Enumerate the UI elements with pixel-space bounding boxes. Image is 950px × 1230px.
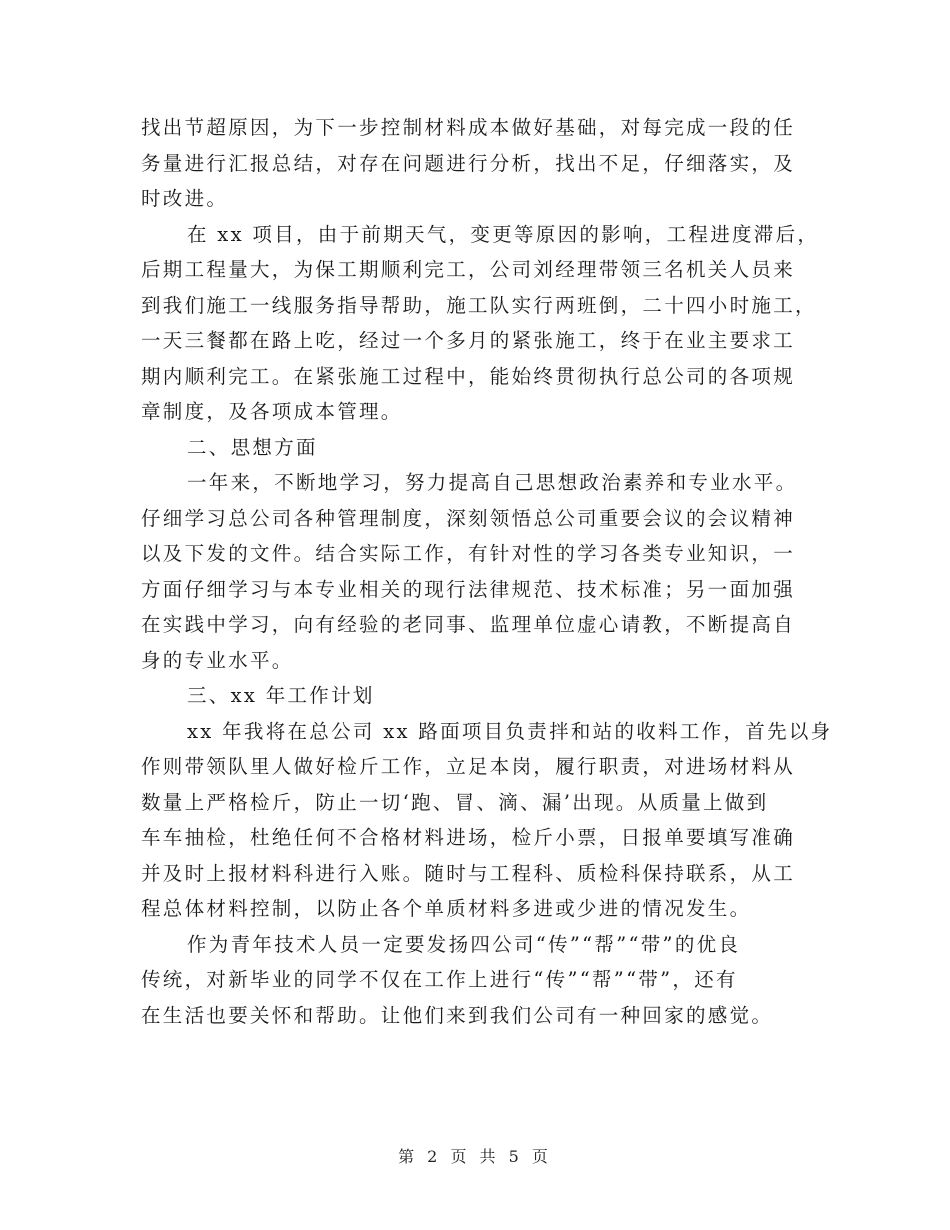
text-line: 数量上严格检斤，防止一切‘跑、冒、滴、漏’出现。从质量上做到 — [141, 790, 769, 814]
text-line: 作为青年技术人员一定要发扬四公司“传”“帮”“带”的优良 — [187, 932, 741, 956]
paragraph — [141, 110, 816, 217]
text-line: 后期工程量大，为保工期顺利完工，公司刘经理带领三名机关人员来 — [141, 258, 796, 281]
paragraph — [141, 217, 820, 430]
paragraph — [141, 678, 816, 714]
text-line: 时改进。 — [141, 187, 229, 210]
text-line: 身的专业水平。 — [141, 648, 294, 672]
paragraph — [141, 465, 816, 678]
text-line: 一天三餐都在路上吃，经过一个多月的紧张施工，终于在业主要求工 — [141, 329, 796, 352]
paragraph — [141, 430, 816, 466]
text-line: 找出节超原因，为下一步控制材料成本做好基础，对每完成一段的任 — [141, 116, 796, 139]
text-line: 并及时上报材料科进行入账。随时与工程科、质检科保持联系，从工 — [141, 861, 796, 885]
document-body — [141, 110, 833, 1033]
text-line: 在生活也要关怀和帮助。让他们来到我们公司有一种回家的感觉。 — [141, 1003, 774, 1027]
text-line: 期内顺利完工。在紧张施工过程中，能始终贯彻执行总公司的各项规 — [141, 364, 796, 388]
text-line: 以及下发的文件。结合实际工作，有针对性的学习各类专业知识，一 — [141, 542, 796, 565]
paragraph — [141, 714, 833, 927]
text-line: 车车抽检，杜绝任何不合格材料进场，检斤小票，日报单要填写准确 — [141, 826, 796, 849]
text-line: 方面仔细学习与本专业相关的现行法律规范、技术标准；另一面加强 — [141, 577, 796, 601]
paragraph — [141, 927, 816, 1034]
text-line: 务量进行汇报总结，对存在问题进行分析，找出不足，仔细落实，及 — [141, 151, 796, 175]
text-line: xx 年我将在总公司 xx 路面项目负责拌和站的收料工作，首先以身 — [187, 719, 833, 743]
text-line: 到我们施工一线服务指导帮助，施工队实行两班倒，二十四小时施工， — [141, 293, 817, 317]
page-footer: 第 2 页 共 5 页 — [398, 1147, 552, 1166]
text-line: 二、思想方面 — [187, 435, 318, 459]
text-line: 程总体材料控制，以防止各个单质材料多进或少进的情况发生。 — [141, 897, 752, 920]
text-line: 作则带领队里人做好检斤工作，立足本岗，履行职责，对进场材料从 — [141, 755, 796, 778]
text-line: 在 xx 项目，由于前期天气，变更等原因的影响，工程进度滞后， — [187, 222, 820, 246]
text-line: 传统，对新毕业的同学不仅在工作上进行“传”“帮”“带”，还有 — [141, 968, 738, 991]
text-line: 章制度，及各项成本管理。 — [141, 400, 403, 423]
text-line: 在实践中学习，向有经验的老同事、监理单位虚心请教，不断提高自 — [141, 613, 796, 636]
text-line: 一年来，不断地学习，努力提高自己思想政治素养和专业水平。 — [187, 471, 798, 494]
text-line: 三、xx 年工作计划 — [187, 684, 375, 707]
text-line: 仔细学习总公司各种管理制度，深刻领悟总公司重要会议的会议精神 — [141, 506, 796, 530]
